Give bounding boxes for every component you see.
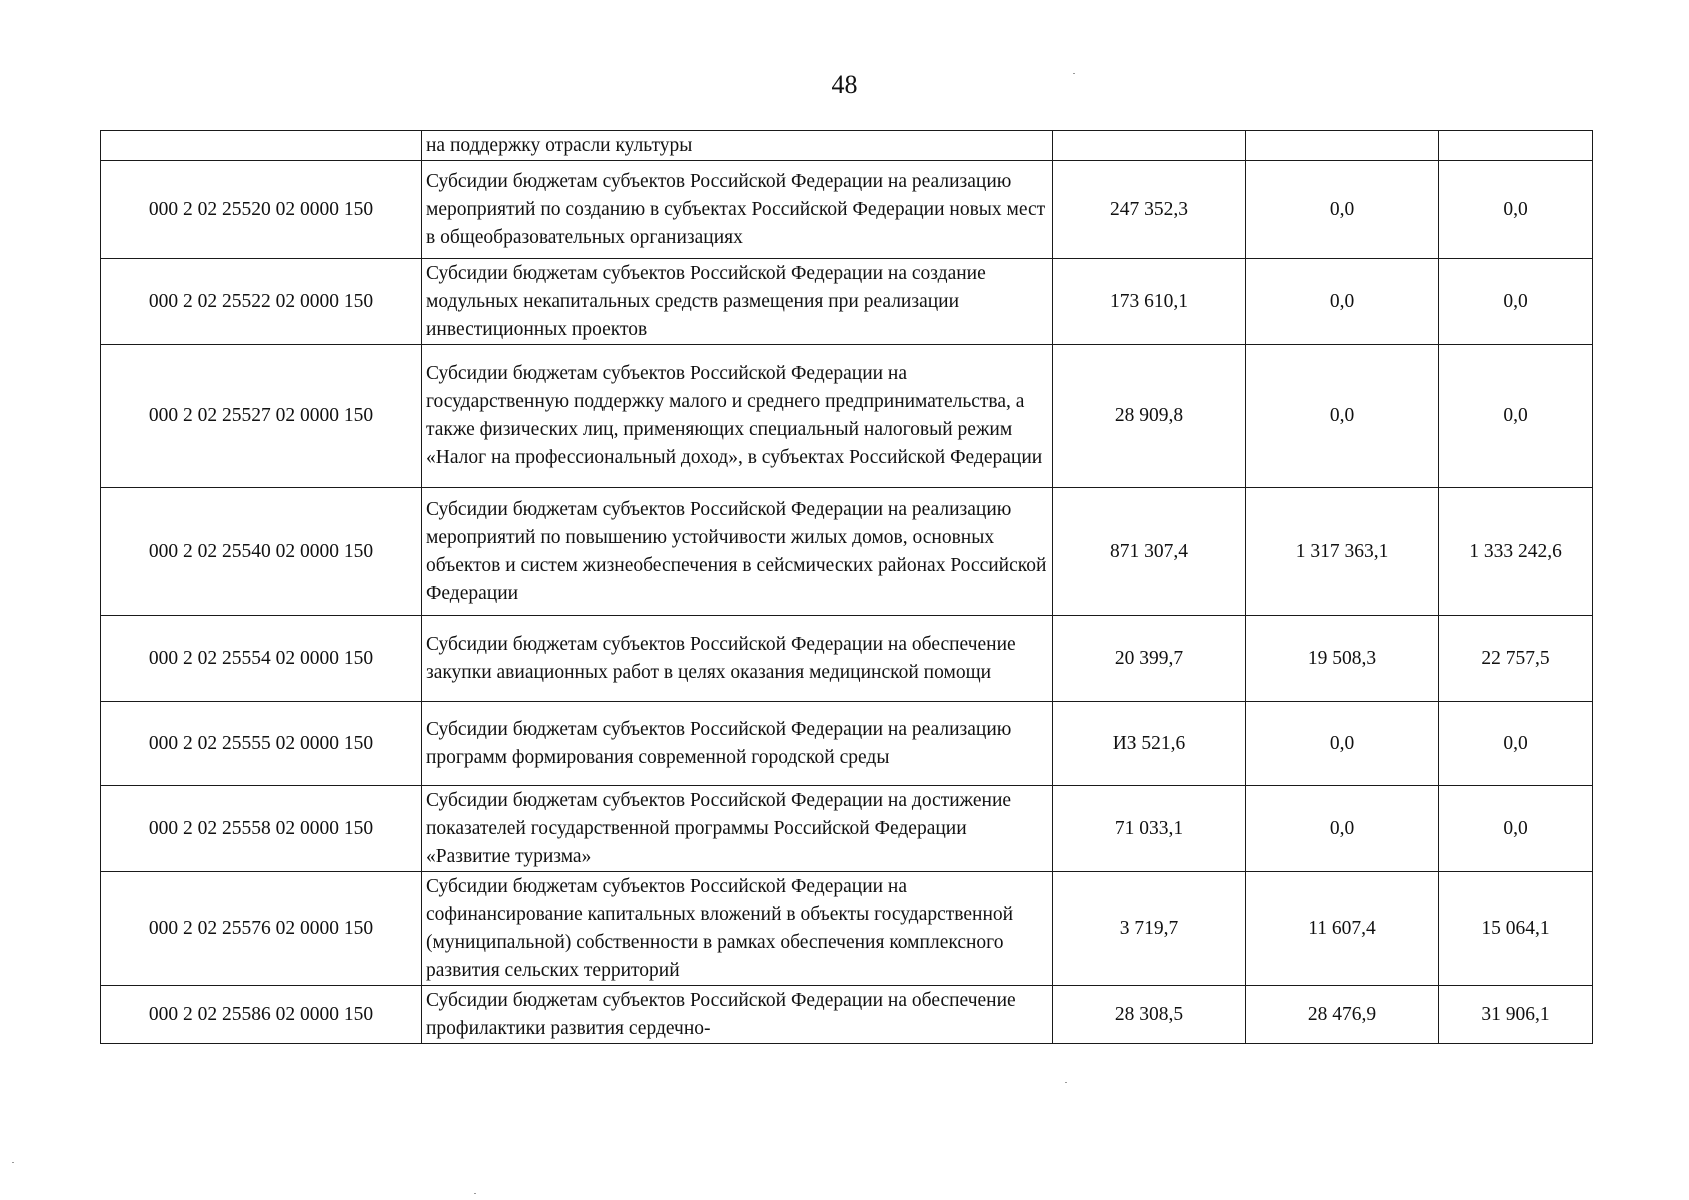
value-2026-cell: 31 906,1: [1439, 986, 1593, 1044]
value-2024-cell: [1053, 131, 1246, 161]
budget-code-cell: 000 2 02 25586 02 0000 150: [101, 986, 422, 1044]
budget-code-cell: 000 2 02 25576 02 0000 150: [101, 872, 422, 986]
table-row: [101, 872, 1593, 986]
description-cell: Субсидии бюджетам субъектов Российской Федерации на достижение показателей государственной программы Российской Федерации «Развитие туризма»: [422, 786, 1053, 872]
value-2024-cell: 247 352,3: [1053, 161, 1246, 259]
page-number: 48: [831, 70, 858, 99]
table-row: [101, 131, 1593, 161]
value-2026-cell: 0,0: [1439, 161, 1593, 259]
value-2025-cell: 0,0: [1246, 161, 1439, 259]
value-2024-cell: 71 033,1: [1053, 786, 1246, 872]
value-2025-cell: 19 508,3: [1246, 616, 1439, 702]
description-cell: Субсидии бюджетам субъектов Российской Федерации на создание модульных некапитальных средств размещения при реализации инвестиционных проектов: [422, 259, 1053, 345]
table-row: [101, 345, 1593, 488]
description-cell: Субсидии бюджетам субъектов Российской Федерации на реализацию мероприятий по созданию в субъектах Российской Федерации новых мест в общеобразовательных организациях: [422, 161, 1053, 259]
value-2025-cell: 11 607,4: [1246, 872, 1439, 986]
description-cell: Субсидии бюджетам субъектов Российской Федерации на государственную поддержку малого и среднего предпринимательства, а также физических лиц, применяющих специальный налоговый режим «Налог на профессиональный доход», в субъектах Российской Федерации: [422, 345, 1053, 488]
description-cell: на поддержку отрасли культуры: [422, 131, 1053, 161]
budget-code-cell: 000 2 02 25554 02 0000 150: [101, 616, 422, 702]
value-2025-cell: 1 317 363,1: [1246, 488, 1439, 616]
value-2026-cell: 0,0: [1439, 786, 1593, 872]
value-2025-cell: 0,0: [1246, 702, 1439, 786]
value-2025-cell: [1246, 131, 1439, 161]
budget-code-cell: [101, 131, 422, 161]
budget-code-cell: 000 2 02 25527 02 0000 150: [101, 345, 422, 488]
value-2024-cell: 20 399,7: [1053, 616, 1246, 702]
table-row: [101, 702, 1593, 786]
description-cell: Субсидии бюджетам субъектов Российской Федерации на софинансирование капитальных вложений в объекты государственной (муниципальной) собственности в рамках обеспечения комплексного развития сельских территорий: [422, 872, 1053, 986]
budget-revenue-table: [100, 130, 1593, 1044]
table-row: [101, 616, 1593, 702]
value-2026-cell: 22 757,5: [1439, 616, 1593, 702]
value-2025-cell: 0,0: [1246, 345, 1439, 488]
value-2024-cell: 3 719,7: [1053, 872, 1246, 986]
budget-code-cell: 000 2 02 25540 02 0000 150: [101, 488, 422, 616]
value-2024-cell: 28 308,5: [1053, 986, 1246, 1044]
description-cell: Субсидии бюджетам субъектов Российской Федерации на реализацию мероприятий по повышению устойчивости жилых домов, основных объектов и систем жизнеобеспечения в сейсмических районах Российской Федерации: [422, 488, 1053, 616]
budget-code-cell: 000 2 02 25555 02 0000 150: [101, 702, 422, 786]
value-2026-cell: 1 333 242,6: [1439, 488, 1593, 616]
value-2024-cell: 28 909,8: [1053, 345, 1246, 488]
scan-speck: [474, 1193, 476, 1194]
budget-code-cell: 000 2 02 25520 02 0000 150: [101, 161, 422, 259]
description-cell: Субсидии бюджетам субъектов Российской Федерации на обеспечение закупки авиационных работ в целях оказания медицинской помощи: [422, 616, 1053, 702]
value-2026-cell: [1439, 131, 1593, 161]
table-row: [101, 488, 1593, 616]
value-2026-cell: 15 064,1: [1439, 872, 1593, 986]
description-cell: Субсидии бюджетам субъектов Российской Федерации на обеспечение профилактики развития сердечно-: [422, 986, 1053, 1044]
value-2026-cell: 0,0: [1439, 259, 1593, 345]
budget-code-cell: 000 2 02 25558 02 0000 150: [101, 786, 422, 872]
table-row: [101, 986, 1593, 1044]
value-2024-cell: ИЗ 521,6: [1053, 702, 1246, 786]
value-2024-cell: 173 610,1: [1053, 259, 1246, 345]
value-2026-cell: 0,0: [1439, 345, 1593, 488]
table-row: [101, 259, 1593, 345]
budget-code-cell: 000 2 02 25522 02 0000 150: [101, 259, 422, 345]
scan-speck: [12, 1162, 14, 1163]
value-2025-cell: 28 476,9: [1246, 986, 1439, 1044]
table-row: [101, 786, 1593, 872]
scan-speck: [1073, 73, 1075, 74]
scan-speck: [1065, 1082, 1067, 1083]
table-row: [101, 161, 1593, 259]
value-2024-cell: 871 307,4: [1053, 488, 1246, 616]
value-2026-cell: 0,0: [1439, 702, 1593, 786]
value-2025-cell: 0,0: [1246, 786, 1439, 872]
value-2025-cell: 0,0: [1246, 259, 1439, 345]
description-cell: Субсидии бюджетам субъектов Российской Федерации на реализацию программ формирования современной городской среды: [422, 702, 1053, 786]
